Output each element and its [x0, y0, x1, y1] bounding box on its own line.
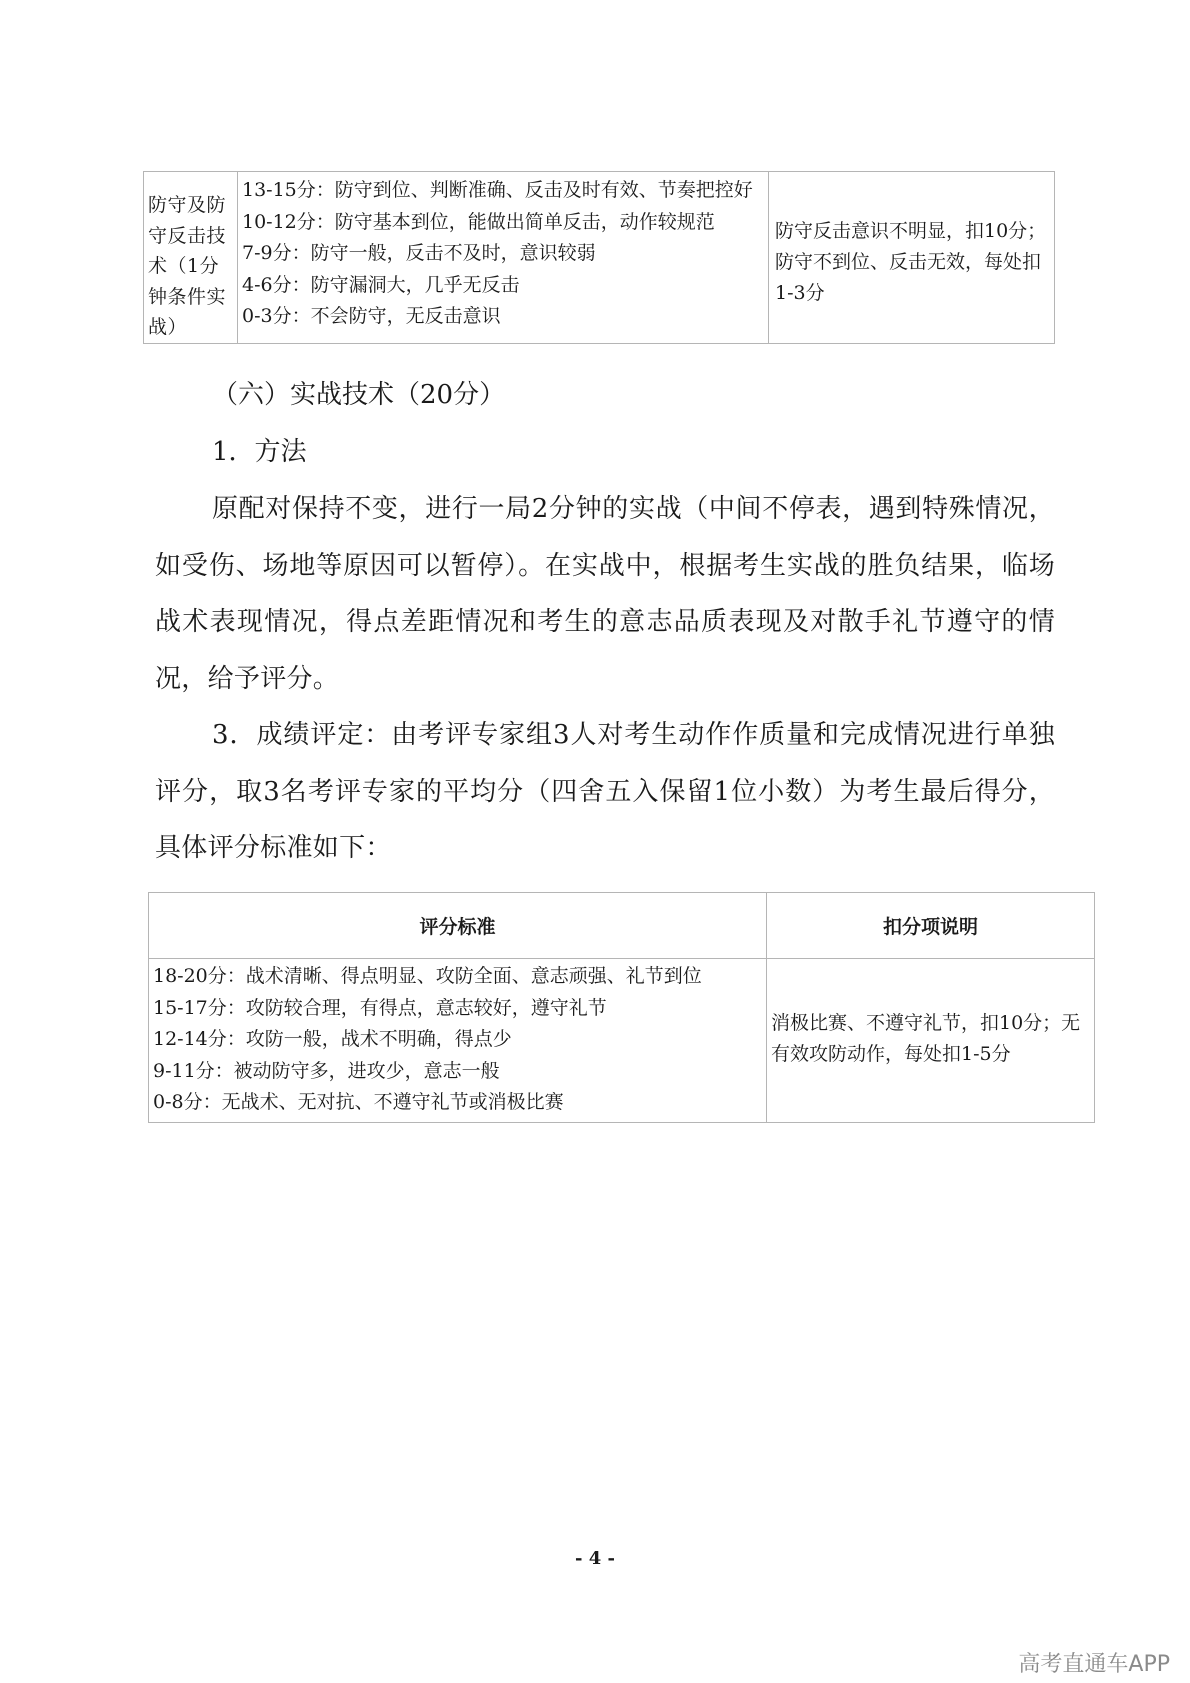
- criteria-line: 9-11分：被动防守多，进攻少，意志一般: [153, 1059, 500, 1082]
- criteria-cell: [238, 172, 769, 344]
- header-deductions: 扣分项说明: [767, 893, 1095, 959]
- criteria-line: 0-8分：无战术、无对抗、不遵守礼节或消极比赛: [153, 1091, 564, 1114]
- scoring-table-defense: [143, 171, 1055, 344]
- table-header-row: [149, 893, 1095, 959]
- criteria-line: 0-3分：不会防守，无反击意识: [242, 305, 501, 328]
- category-cell: 防守及防守反击技术（1分钟条件实战）: [144, 172, 238, 344]
- page-number: - 4 -: [575, 1548, 615, 1569]
- criteria-cell: [149, 959, 767, 1123]
- criteria-line: 15-17分：攻防较合理，有得点，意志较好，遵守礼节: [153, 996, 607, 1019]
- method-heading: 1．方法: [212, 437, 307, 467]
- deductions-cell: 防守反击意识不明显，扣10分；防守不到位、反击无效，每处扣1-3分: [769, 172, 1055, 344]
- table-row: [144, 172, 1055, 344]
- method-paragraph: 原配对保持不变，进行一局2分钟的实战（中间不停表，遇到特殊情况，如受伤、场地等原因可以暂停）。在实战中，根据考生实战的胜负结果，临场战术表现情况，得点差距情况和考生的意志品质表现及对散手礼节遵守的情况，给予评分。: [155, 494, 1055, 694]
- criteria-line: 7-9分：防守一般，反击不及时，意识较弱: [242, 242, 596, 265]
- scoring-table-combat: [148, 892, 1095, 1123]
- header-criteria: 评分标准: [149, 893, 767, 959]
- criteria-line: 13-15分：防守到位、判断准确、反击及时有效、节奏把控好: [242, 179, 753, 201]
- criteria-line: 18-20分：战术清晰、得点明显、攻防全面、意志顽强、礼节到位: [153, 965, 702, 987]
- grading-paragraph: 3．成绩评定：由考评专家组3人对考生动作作质量和完成情况进行单独评分，取3名考评专家的平均分（四舍五入保留1位小数）为考生最后得分，具体评分标准如下：: [155, 720, 1055, 863]
- criteria-line: 10-12分：防守基本到位，能做出简单反击，动作较规范: [242, 210, 715, 233]
- criteria-line: 4-6分：防守漏洞大，几乎无反击: [242, 273, 520, 296]
- section-heading: （六）实战技术（20分）: [212, 380, 506, 410]
- criteria-line: 12-14分：攻防一般，战术不明确，得点少: [153, 1028, 512, 1051]
- watermark-text: 高考直通车APP: [1018, 1652, 1170, 1677]
- table-row: [149, 959, 1095, 1123]
- deductions-cell: 消极比赛、不遵守礼节，扣10分；无有效攻防动作，每处扣1-5分: [767, 959, 1095, 1123]
